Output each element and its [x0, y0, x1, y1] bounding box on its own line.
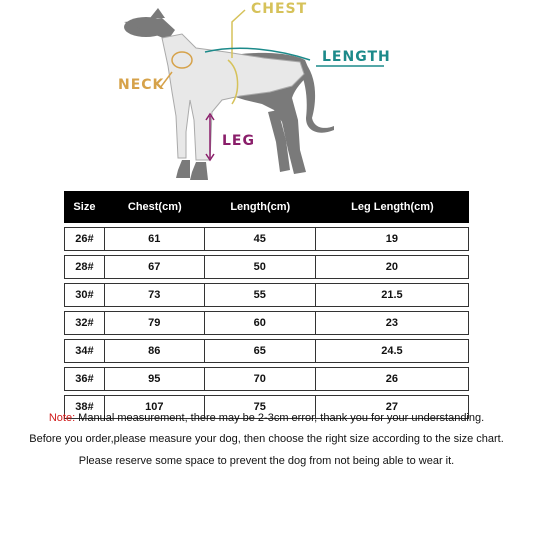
chest-label: CHEST — [251, 1, 308, 17]
size-cell: 38# — [64, 395, 105, 419]
measurement-cell: 23 — [316, 311, 469, 335]
measurement-cell: 86 — [105, 339, 205, 363]
measurement-cell: 79 — [105, 311, 205, 335]
table-row — [64, 311, 469, 335]
measurement-cell: 20 — [316, 255, 469, 279]
measurement-cell: 60 — [205, 311, 316, 335]
length-label: LENGTH — [322, 49, 391, 65]
table-header-row — [64, 191, 469, 223]
column-header: Chest(cm) — [105, 191, 205, 223]
dog-measurement-illustration — [0, 0, 533, 190]
note-measurement-error — [0, 412, 533, 424]
measurement-cell: 67 — [105, 255, 205, 279]
note-reserve-space: Please reserve some space to prevent the dog from not being able to wear it. — [78, 455, 455, 467]
note-prefix: Note: — [48, 412, 76, 424]
measurement-cell: 75 — [205, 395, 316, 419]
table-row — [64, 227, 469, 251]
measurement-cell: 65 — [205, 339, 316, 363]
measurement-cell: 61 — [105, 227, 205, 251]
size-cell: 30# — [64, 283, 105, 307]
measurement-cell: 26 — [316, 367, 469, 391]
measurement-cell: 45 — [205, 227, 316, 251]
table-row — [64, 367, 469, 391]
measurement-cell: 55 — [205, 283, 316, 307]
table-body — [64, 227, 469, 419]
column-header: Leg Length(cm) — [316, 191, 469, 223]
size-cell: 28# — [64, 255, 105, 279]
measurement-cell: 27 — [316, 395, 469, 419]
size-cell: 32# — [64, 311, 105, 335]
measurement-cell: 70 — [205, 367, 316, 391]
table-row — [64, 339, 469, 363]
measurement-cell: 107 — [105, 395, 205, 419]
size-cell: 36# — [64, 367, 105, 391]
size-cell: 26# — [64, 227, 105, 251]
measurement-cell: 50 — [205, 255, 316, 279]
table-row — [64, 255, 469, 279]
column-header: Size — [64, 191, 105, 223]
leg-label: LEG — [222, 133, 255, 149]
note-line-1-text: Manual measurement, there may be 2-3cm error, thank you for your understanding. — [75, 412, 485, 424]
measurement-cell: 19 — [316, 227, 469, 251]
measurement-cell: 24.5 — [316, 339, 469, 363]
size-cell: 34# — [64, 339, 105, 363]
size-chart-table — [64, 187, 469, 423]
measurement-cell: 21.5 — [316, 283, 469, 307]
table-row — [64, 283, 469, 307]
neck-label: NECK — [118, 77, 165, 93]
measurement-cell: 95 — [105, 367, 205, 391]
measurement-cell: 73 — [105, 283, 205, 307]
note-measure-before-order: Before you order,please measure your dog, then choose the right size according to the size chart. — [29, 433, 504, 445]
column-header: Length(cm) — [205, 191, 316, 223]
